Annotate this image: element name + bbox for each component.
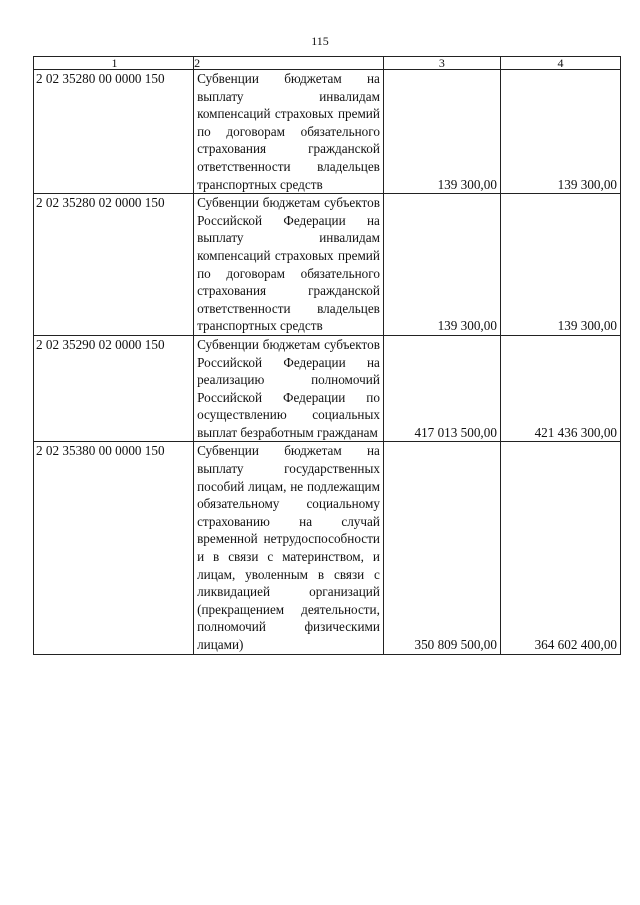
column-header-2: 2 <box>194 57 384 70</box>
row-name: Субвенции бюджетам субъектов Российской Федерации на выплату инвалидам компенсаций страховых премий по договорам обязательного страхования гражданской ответственности владельцев транспортных средств <box>194 194 384 336</box>
table-row <box>34 70 621 194</box>
table-row <box>34 442 621 654</box>
page-number: 115 <box>311 34 329 48</box>
row-sum-col3: 417 013 500,00 <box>383 335 500 442</box>
row-code: 2 02 35380 00 0000 150 <box>34 442 194 654</box>
row-sum-col4: 139 300,00 <box>500 194 620 336</box>
row-sum-col3: 139 300,00 <box>383 194 500 336</box>
row-name: Субвенции бюджетам на выплату государственных пособий лицам, не подлежащим обязательному социальному страхованию на случай временной нетрудоспособности и в связи с материнством, и лицам, уволенным в связи с ликвидацией организаций (прекращением деятельности, полномочий физическими лицами) <box>194 442 384 654</box>
row-sum-col4: 139 300,00 <box>500 70 620 194</box>
row-sum-col3: 350 809 500,00 <box>383 442 500 654</box>
row-code: 2 02 35290 02 0000 150 <box>34 335 194 442</box>
row-sum-col3: 139 300,00 <box>383 70 500 194</box>
row-code: 2 02 35280 00 0000 150 <box>34 70 194 194</box>
row-name: Субвенции бюджетам на выплату инвалидам компенсаций страховых премий по договорам обязательного страхования гражданской ответственности владельцев транспортных средств <box>194 70 384 194</box>
budget-table <box>33 56 621 655</box>
column-header-4: 4 <box>500 57 620 70</box>
row-sum-col4: 364 602 400,00 <box>500 442 620 654</box>
table-row <box>34 335 621 442</box>
row-code: 2 02 35280 02 0000 150 <box>34 194 194 336</box>
column-header-3: 3 <box>383 57 500 70</box>
row-name: Субвенции бюджетам субъектов Российской Федерации на реализацию полномочий Российской Федерации по осуществлению социальных выплат безработным гражданам <box>194 335 384 442</box>
column-header-1: 1 <box>34 57 194 70</box>
table-row <box>34 194 621 336</box>
table-header-row <box>34 57 621 70</box>
row-sum-col4: 421 436 300,00 <box>500 335 620 442</box>
